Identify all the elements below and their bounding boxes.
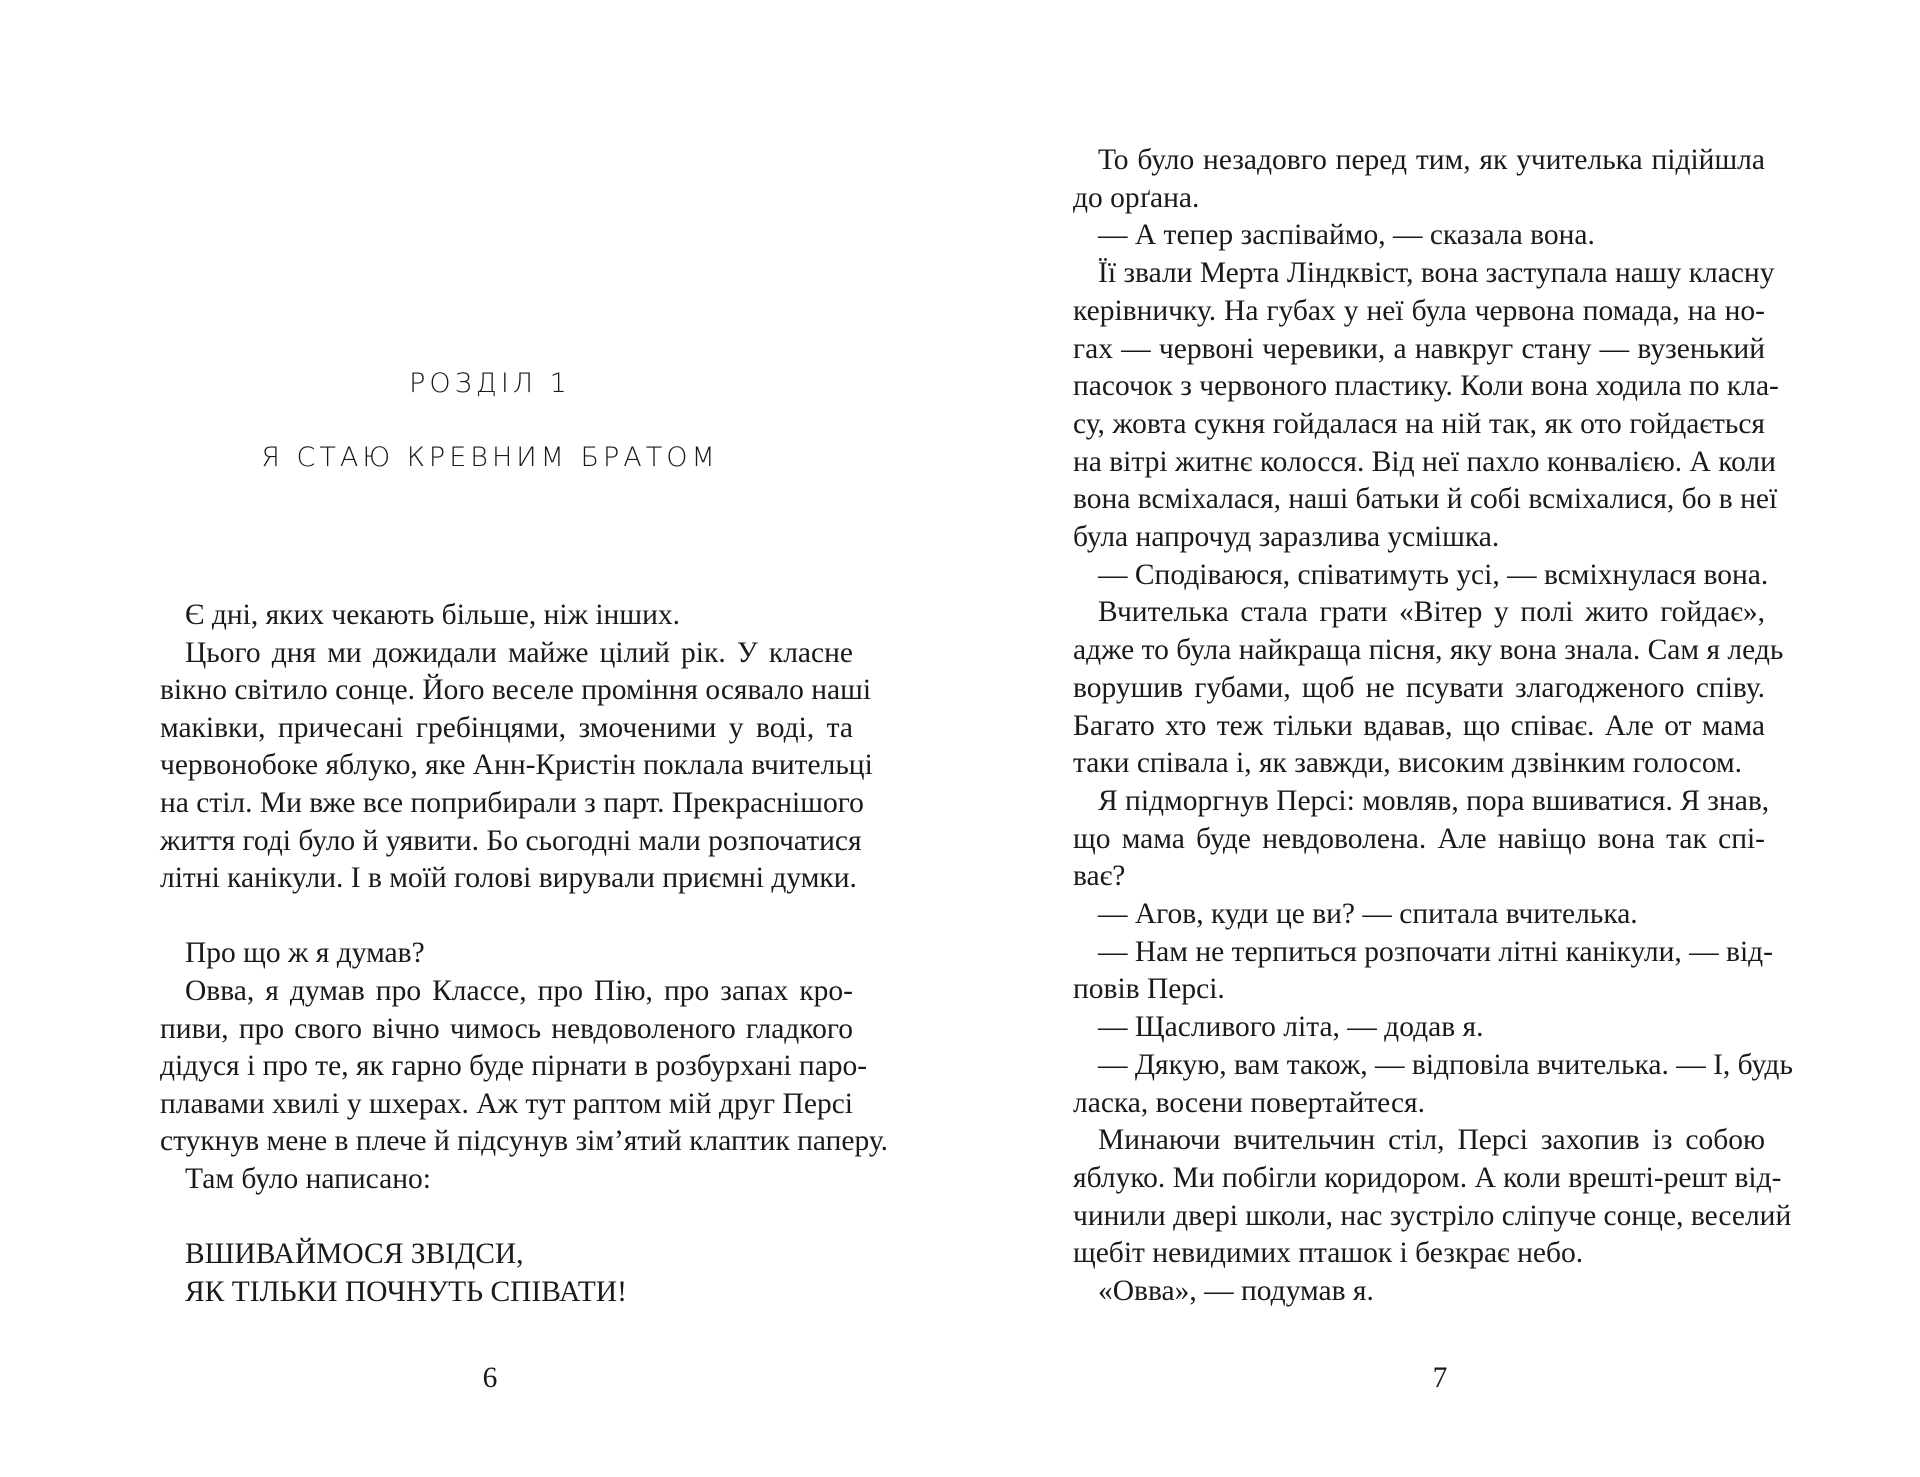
text-line: Цього дня ми дожидали майже цілий рік. У класне [185,636,853,669]
chapter-title: Я СТАЮ КРЕВНИМ БРАТОМ [261,442,719,473]
text-line: Про що ж я думав? [185,937,425,970]
text-line: ВШИВАЙМОСЯ ЗВІДСИ, [185,1238,524,1271]
text-line: стукнув мене в плече й підсунув зім’ятий клаптик паперу. [160,1125,889,1158]
text-line: маківки, причесані гребінцями, змоченими у воді, та [160,711,853,744]
chapter-label: РОЗДІЛ 1 [409,368,571,399]
page-number-right: 7 [1432,1362,1448,1394]
text-line: Вчителька стала грати «Вітер у полі жито гойдає», [1098,596,1765,629]
text-line: — А тепер заспіваймо, — сказала вона. [1098,219,1595,252]
text-line: повів Персі. [1073,973,1225,1006]
text-line: літні канікули. І в моїй голові вирували приємні думки. [160,862,857,895]
text-line: пиви, про свого вічно чимось невдоволеного гладкого [160,1012,853,1045]
text-line: на вітрі житнє колосся. Від неї пахло конвалією. А коли [1073,445,1776,478]
text-line: пасочок з червоного пластику. Коли вона ходила по кла- [1073,370,1779,403]
right-page [960,0,1920,1477]
text-line: «Овва», — подумав я. [1098,1275,1374,1307]
text-line: ворушив губами, щоб не псувати злагодженого співу. [1073,671,1765,704]
text-line: су, жовта сукня гойдалася на ній так, як ото гойдається [1073,407,1765,440]
text-line: То було незадовго перед тим, як учителька підійшла [1098,144,1765,176]
text-line: Я підморгнув Персі: мовляв, пора вшиватися. Я знав, [1098,784,1770,817]
text-line: адже то була найкраща пісня, яку вона знала. Сам я ледь [1073,634,1784,667]
text-line: ласка, восени повертайтеся. [1073,1086,1425,1119]
text-line: — Щасливого літа, — додав я. [1098,1011,1484,1044]
text-line: плавами хвилі у шхерах. Аж тут раптом мій друг Персі [160,1087,853,1120]
text-line: що мама буде невдоволена. Але навіщо вона так спі- [1073,822,1765,855]
text-line: яблуко. Ми побігли коридором. А коли врешті-решт від- [1073,1161,1782,1194]
text-line: Там було написано: [185,1163,431,1195]
text-line: до орґана. [1073,181,1200,214]
text-line: вікно світило сонце. Його веселе проміння осявало наші [160,674,872,707]
text-line: на стіл. Ми вже все поприбирали з парт. Прекраснішого [160,787,864,819]
text-line: ЯК ТІЛЬКИ ПОЧНУТЬ СПІВАТИ! [185,1275,627,1308]
page-number-left: 6 [482,1362,498,1394]
text-line: керівничку. На губах у неї була червона помада, на но- [1073,294,1765,327]
text-line: життя годі було й уявити. Бо сьогодні мали розпочатися [160,824,862,857]
text-line: Минаючи вчительчин стіл, Персі захопив із собою [1098,1124,1765,1157]
text-line: ває? [1073,860,1126,893]
text-line: дідуся і про те, як гарно буде пірнати в розбурхані паро- [160,1050,868,1083]
text-line: — Сподіваюся, співатимуть усі, — всміхнулася вона. [1098,558,1769,591]
text-line: червонобоке яблуко, яке Анн-Кристін поклала вчительці [160,749,873,782]
text-line: Її звали Мерта Ліндквіст, вона заступала нашу класну [1098,257,1775,290]
text-line: була напрочуд заразлива усмішка. [1073,521,1500,553]
text-line: — Дякую, вам також, — відповіла вчителька. — І, будь [1098,1048,1793,1081]
text-line: Овва, я думав про Классе, про Пію, про запах кро- [185,975,853,1007]
text-line: щебіт невидимих пташок і безкрає небо. [1073,1237,1584,1270]
text-line: чинили двері школи, нас зустріло сліпуче сонце, веселий [1073,1199,1792,1232]
text-line: Багато хто теж тільки вдавав, що співає. Але от мама [1073,709,1765,742]
text-line: Є дні, яких чекають більше, ніж інших. [185,599,680,631]
text-line: — Агов, куди це ви? — спитала вчителька. [1098,898,1638,930]
text-line: гах — червоні черевики, а навкруг стану — вузенький [1073,332,1765,365]
text-line: таки співала і, як завжди, високим дзвінким голосом. [1073,747,1743,780]
text-line: — Нам не терпиться розпочати літні канікули, — від- [1098,935,1773,968]
text-line: вона всміхалася, наші батьки й собі всміхалися, бо в неї [1073,483,1778,516]
